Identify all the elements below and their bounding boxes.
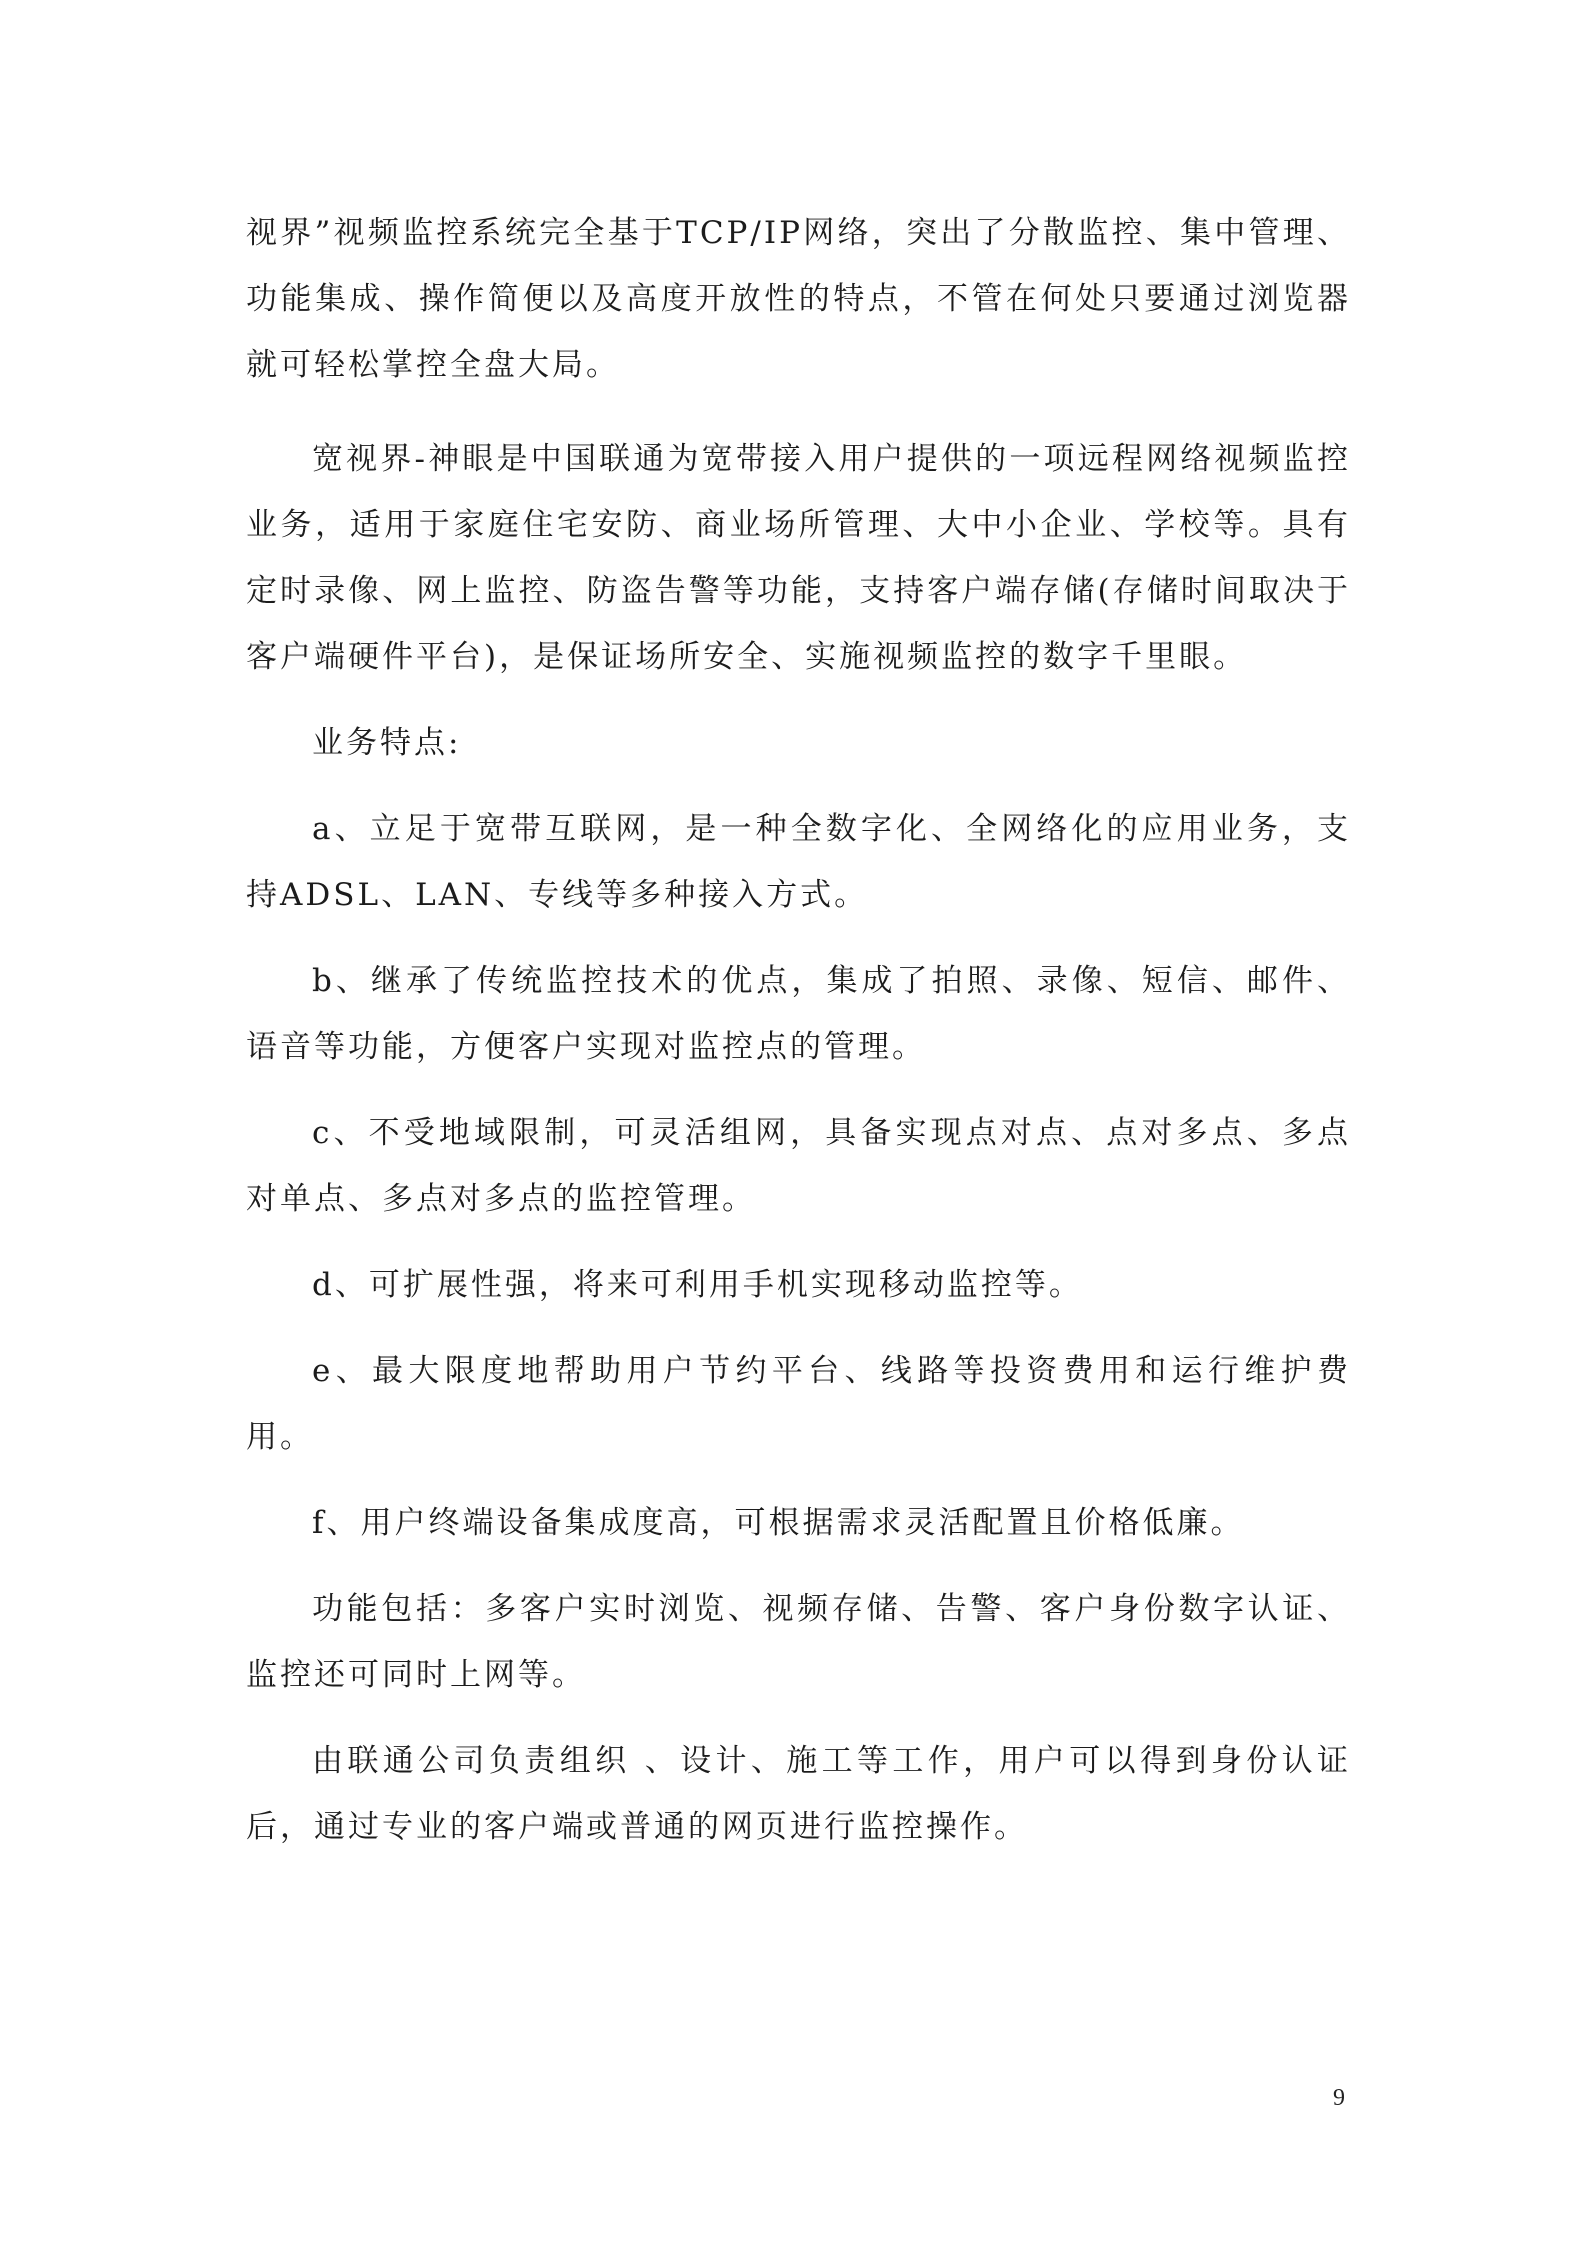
page-number: 9 xyxy=(1333,2085,1345,2111)
paragraph-feature-c: c、不受地域限制，可灵活组网，具备实现点对点、点对多点、多点对单点、多点对多点的监控管理。 xyxy=(246,1115,1351,1217)
paragraph-functions: 功能包括：多客户实时浏览、视频存储、告警、客户身份数字认证、监控还可同时上网等。 xyxy=(246,1591,1351,1693)
paragraph-intro-continuation: 视界”视频监控系统完全基于TCP/IP网络，突出了分散监控、集中管理、功能集成、操作简便以及高度开放性的特点，不管在何处只要通过浏览器就可轻松掌控全盘大局。 xyxy=(246,215,1351,383)
paragraph-feature-b: b、继承了传统监控技术的优点，集成了拍照、录像、短信、邮件、语音等功能，方便客户实现对监控点的管理。 xyxy=(246,963,1351,1065)
paragraph-feature-f: f、用户终端设备集成度高，可根据需求灵活配置且价格低廉。 xyxy=(312,1505,1245,1541)
paragraph-feature-e: e、最大限度地帮助用户节约平台、线路等投资费用和运行维护费用。 xyxy=(246,1353,1351,1455)
paragraph-feature-a: a、立足于宽带互联网，是一种全数字化、全网络化的应用业务，支持ADSL、LAN、专线等多种接入方式。 xyxy=(246,811,1351,913)
paragraph-deployment: 由联通公司负责组织 、设计、施工等工作，用户可以得到身份认证后，通过专业的客户端或普通的网页进行监控操作。 xyxy=(246,1743,1351,1845)
paragraph-features-heading: 业务特点: xyxy=(312,725,462,761)
paragraph-service-description: 宽视界-神眼是中国联通为宽带接入用户提供的一项远程网络视频监控业务，适用于家庭住宅安防、商业场所管理、大中小企业、学校等。具有定时录像、网上监控、防盗告警等功能，支持客户端存储(存储时间取决于客户端硬件平台)，是保证场所安全、实施视频监控的数字千里眼。 xyxy=(246,441,1351,675)
paragraph-feature-d: d、可扩展性强，将来可利用手机实现移动监控等。 xyxy=(312,1267,1083,1303)
document-body xyxy=(246,200,1351,1880)
